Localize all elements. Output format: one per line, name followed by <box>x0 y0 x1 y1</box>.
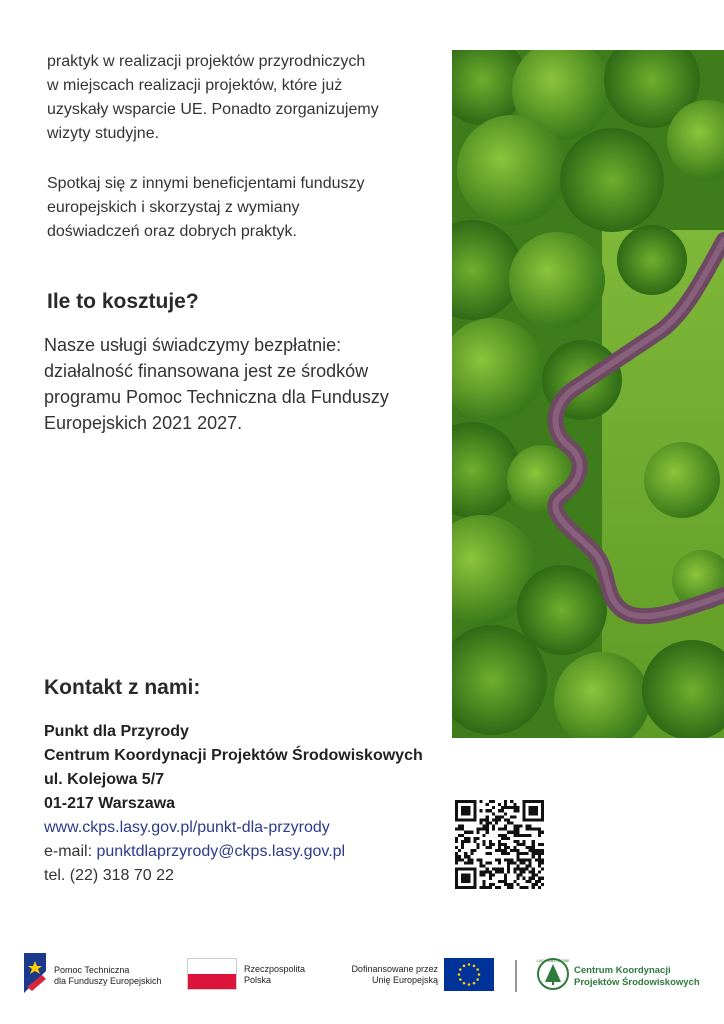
meet-line: europejskich i skorzystaj z wymiany <box>47 199 300 216</box>
eu-star-icon <box>478 973 481 976</box>
email-label: e-mail: <box>44 843 97 860</box>
ckps-logo <box>536 956 716 996</box>
eu-logo-line: Dofinansowane przez <box>351 964 438 974</box>
ckps-emblem-icon <box>536 956 570 992</box>
eu-logo <box>340 958 500 993</box>
cost-heading: Ile to kosztuje? <box>47 290 199 313</box>
ckps-logo-line: Projektów Środowiskowych <box>574 977 700 988</box>
intro-paragraph <box>47 50 437 146</box>
fe-logo <box>24 953 174 993</box>
eu-star-icon <box>463 982 466 985</box>
contact-block <box>44 720 464 888</box>
polish-flag-icon <box>187 958 237 990</box>
fe-logo-line: Pomoc Techniczna <box>54 965 130 975</box>
org-full-name: Centrum Koordynacji Projektów Środowiskowych <box>44 747 423 764</box>
org-name: Punkt dla Przyrody <box>44 723 189 740</box>
logo-divider <box>515 960 517 992</box>
eu-star-icon <box>459 968 462 971</box>
cost-line: programu Pomoc Techniczna dla Funduszy <box>44 387 389 407</box>
contact-heading: Kontakt z nami: <box>44 676 201 699</box>
eu-logo-line: Unię Europejską <box>371 975 438 985</box>
cost-line: Nasze usługi świadczymy bezpłatnie: <box>44 335 342 355</box>
eu-star-icon <box>458 973 461 976</box>
eu-star-icon <box>468 963 471 966</box>
fe-logo-icon <box>24 953 46 993</box>
eu-star-icon <box>473 965 476 968</box>
rp-logo <box>187 958 327 993</box>
ckps-logo-line: Centrum Koordynacji <box>574 965 671 976</box>
cost-line: Europejskich 2021 2027. <box>44 413 243 433</box>
fe-logo-line: dla Funduszy Europejskich <box>54 976 162 986</box>
ckps-ring-text: LASY PAŃSTWOWE <box>536 959 570 963</box>
meet-paragraph <box>47 172 437 244</box>
eu-star-icon <box>473 982 476 985</box>
street-address: ul. Kolejowa 5/7 <box>44 771 165 788</box>
phone-number: tel. (22) 318 70 22 <box>44 867 174 884</box>
rp-logo-line: Rzeczpospolita <box>244 964 306 974</box>
eu-star-icon <box>459 978 462 981</box>
intro-line: uzyskały wsparcie UE. Ponadto zorganizujemy <box>47 101 379 118</box>
eu-star-icon <box>468 983 471 986</box>
meet-line: doświadczeń oraz dobrych praktyk. <box>47 223 297 240</box>
rp-logo-line: Polska <box>244 975 272 985</box>
email-row <box>44 840 464 864</box>
qr-code[interactable] <box>455 800 544 889</box>
eu-star-icon <box>476 968 479 971</box>
cost-line: działalność finansowana jest ze środków <box>44 361 369 381</box>
eu-star-icon <box>476 978 479 981</box>
cost-paragraph <box>44 332 444 436</box>
eu-flag-icon <box>444 958 494 991</box>
meet-line: Spotkaj się z innymi beneficjentami funduszy <box>47 175 365 192</box>
website-link[interactable]: www.ckps.lasy.gov.pl/punkt-dla-przyrody <box>44 819 330 836</box>
forest-river-photo <box>452 50 724 738</box>
intro-line: wizyty studyjne. <box>47 125 160 142</box>
intro-line: praktyk w realizacji projektów przyrodniczych <box>47 53 366 70</box>
eu-star-icon <box>463 965 466 968</box>
city-address: 01-217 Warszawa <box>44 795 176 812</box>
email-link[interactable]: punktdlaprzyrody@ckps.lasy.gov.pl <box>96 843 346 860</box>
intro-line: w miejscach realizacji projektów, które już <box>47 77 343 94</box>
